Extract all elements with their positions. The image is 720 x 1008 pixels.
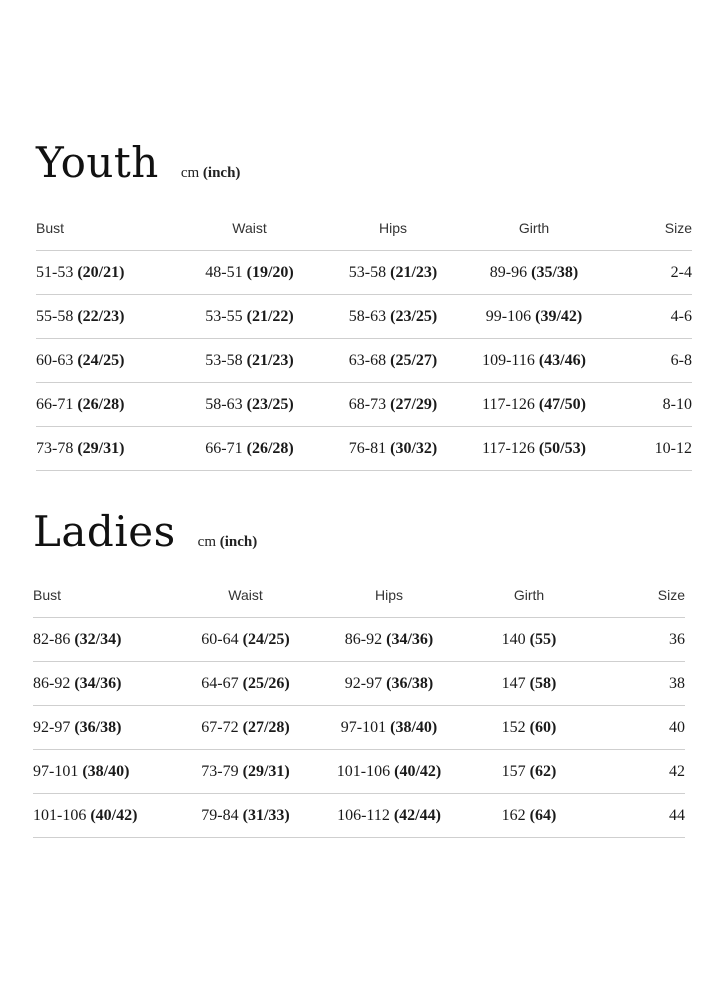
table-row	[33, 618, 685, 662]
ladies-unit-label	[198, 534, 258, 550]
table-row	[36, 339, 692, 383]
table-row	[33, 794, 685, 838]
youth-title: Youth	[36, 138, 159, 187]
youth-header-size: Size	[605, 206, 692, 251]
hips-cell: 68-73 (27/29)	[323, 383, 463, 427]
table-row	[33, 662, 685, 706]
youth-title-row	[36, 138, 240, 187]
ladies-header-size: Size	[598, 573, 685, 618]
hips-cell: 101-106 (40/42)	[318, 750, 460, 794]
youth-size-table	[36, 206, 692, 471]
waist-cell: 60-64 (24/25)	[173, 618, 318, 662]
girth-cell: 157 (62)	[460, 750, 598, 794]
hips-cell: 63-68 (25/27)	[323, 339, 463, 383]
table-row	[36, 427, 692, 471]
youth-header-hips: Hips	[323, 206, 463, 251]
waist-cell: 58-63 (23/25)	[176, 383, 323, 427]
bust-cell: 97-101 (38/40)	[33, 750, 173, 794]
youth-unit-inch: (inch)	[202, 165, 241, 181]
hips-cell: 97-101 (38/40)	[318, 706, 460, 750]
size-cell: 44	[598, 794, 685, 838]
girth-cell: 89-96 (35/38)	[463, 251, 605, 295]
waist-cell: 79-84 (31/33)	[173, 794, 318, 838]
hips-cell: 86-92 (34/36)	[318, 618, 460, 662]
youth-header-girth: Girth	[463, 206, 605, 251]
table-row	[36, 251, 692, 295]
size-cell: 36	[598, 618, 685, 662]
bust-cell: 66-71 (26/28)	[36, 383, 176, 427]
ladies-header-waist: Waist	[173, 573, 318, 618]
hips-cell: 58-63 (23/25)	[323, 295, 463, 339]
ladies-title: Ladies	[33, 507, 176, 556]
table-row	[36, 383, 692, 427]
waist-cell: 48-51 (19/20)	[176, 251, 323, 295]
table-row	[33, 750, 685, 794]
youth-header-waist: Waist	[176, 206, 323, 251]
girth-cell: 117-126 (50/53)	[463, 427, 605, 471]
ladies-title-row	[33, 507, 257, 556]
waist-cell: 73-79 (29/31)	[173, 750, 318, 794]
ladies-header-row	[33, 573, 685, 618]
hips-cell: 53-58 (21/23)	[323, 251, 463, 295]
waist-cell: 53-55 (21/22)	[176, 295, 323, 339]
girth-cell: 99-106 (39/42)	[463, 295, 605, 339]
waist-cell: 66-71 (26/28)	[176, 427, 323, 471]
ladies-header-bust: Bust	[33, 573, 173, 618]
girth-cell: 152 (60)	[460, 706, 598, 750]
ladies-unit-inch: (inch)	[219, 534, 258, 550]
girth-cell: 117-126 (47/50)	[463, 383, 605, 427]
ladies-header-girth: Girth	[460, 573, 598, 618]
ladies-header-hips: Hips	[318, 573, 460, 618]
bust-cell: 101-106 (40/42)	[33, 794, 173, 838]
youth-header-bust: Bust	[36, 206, 176, 251]
size-cell: 40	[598, 706, 685, 750]
ladies-unit-cm: cm	[197, 534, 216, 550]
hips-cell: 106-112 (42/44)	[318, 794, 460, 838]
hips-cell: 76-81 (30/32)	[323, 427, 463, 471]
size-cell: 8-10	[605, 383, 692, 427]
bust-cell: 92-97 (36/38)	[33, 706, 173, 750]
bust-cell: 82-86 (32/34)	[33, 618, 173, 662]
size-cell: 38	[598, 662, 685, 706]
waist-cell: 53-58 (21/23)	[176, 339, 323, 383]
bust-cell: 55-58 (22/23)	[36, 295, 176, 339]
youth-header-row	[36, 206, 692, 251]
youth-unit-cm: cm	[180, 165, 200, 181]
waist-cell: 64-67 (25/26)	[173, 662, 318, 706]
size-cell: 42	[598, 750, 685, 794]
ladies-size-table	[33, 573, 685, 838]
size-cell: 4-6	[605, 295, 692, 339]
bust-cell: 73-78 (29/31)	[36, 427, 176, 471]
bust-cell: 60-63 (24/25)	[36, 339, 176, 383]
youth-unit-label	[181, 165, 241, 181]
table-row	[36, 295, 692, 339]
size-cell: 10-12	[605, 427, 692, 471]
waist-cell: 67-72 (27/28)	[173, 706, 318, 750]
size-cell: 2-4	[605, 251, 692, 295]
hips-cell: 92-97 (36/38)	[318, 662, 460, 706]
table-row	[33, 706, 685, 750]
girth-cell: 140 (55)	[460, 618, 598, 662]
girth-cell: 109-116 (43/46)	[463, 339, 605, 383]
girth-cell: 147 (58)	[460, 662, 598, 706]
bust-cell: 86-92 (34/36)	[33, 662, 173, 706]
girth-cell: 162 (64)	[460, 794, 598, 838]
size-cell: 6-8	[605, 339, 692, 383]
bust-cell: 51-53 (20/21)	[36, 251, 176, 295]
